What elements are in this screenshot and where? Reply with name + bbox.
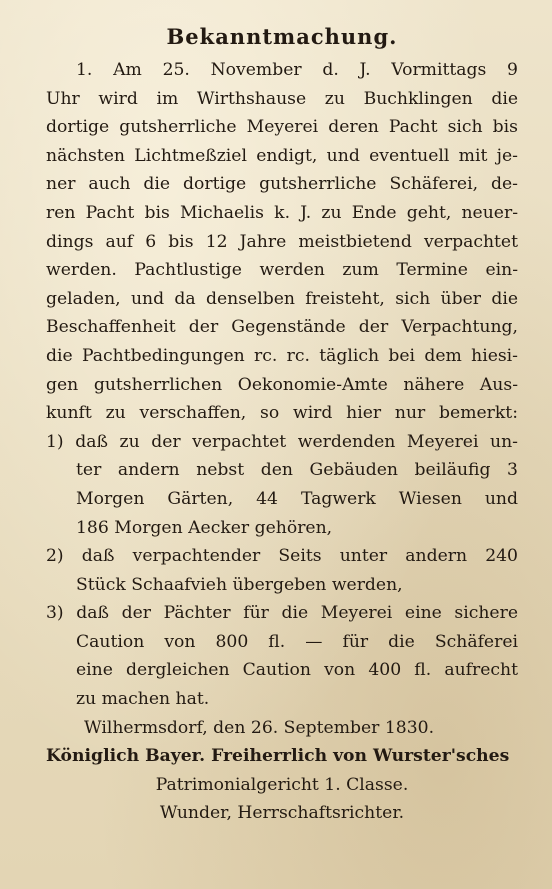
- signature-court: Königlich Bayer. Freiherrlich von Wurster'sches: [46, 746, 510, 767]
- signature-class: Patrimonialgericht 1. Classe.: [155, 774, 409, 795]
- condition-item-1: [46, 428, 518, 542]
- condition-line: Stück Schaafvieh übergeben werden,: [76, 574, 403, 595]
- condition-item-3: [46, 599, 518, 713]
- body-line: dortige gutsherrliche Meyerei deren Pacht sich bis: [46, 117, 518, 138]
- place-date: Wilhermsdorf, den 26. September 1830.: [84, 717, 435, 738]
- condition-item-2: [46, 542, 518, 599]
- body-line: kunft zu verschaffen, so wird hier nur bemerkt:: [46, 403, 518, 424]
- body-line: geladen, und da denselben freisteht, sich über die: [46, 288, 518, 309]
- body-line: nächsten Lichtmeßziel endigt, und eventuell mit je-: [46, 145, 518, 166]
- body-line: werden. Pachtlustige werden zum Termine ein-: [46, 260, 518, 281]
- condition-line: 186 Morgen Aecker gehören,: [76, 517, 333, 538]
- condition-line: ter andern nebst den Gebäuden beiläufig 3: [76, 460, 518, 481]
- condition-line: eine dergleichen Caution von 400 fl. aufrecht: [76, 660, 518, 681]
- body-line: ren Pacht bis Michaelis k. J. zu Ende geht, neuer-: [46, 202, 518, 223]
- condition-line: 3) daß der Pächter für die Meyerei eine sichere: [46, 603, 518, 624]
- body-line: gen gutsherrlichen Oekonomie-Amte nähere Aus-: [46, 374, 518, 395]
- body-line: ner auch die dortige gutsherrliche Schäferei, de-: [46, 174, 518, 195]
- notice-title: Bekanntmachung.: [166, 24, 398, 49]
- conditions-list: [46, 428, 518, 714]
- condition-line: Caution von 800 fl. — für die Schäferei: [76, 631, 518, 652]
- condition-line: zu machen hat.: [76, 689, 210, 710]
- body-line: Uhr wird im Wirthshause zu Buchklingen die: [46, 88, 518, 109]
- condition-line: 2) daß verpachtender Seits unter andern 240: [46, 546, 518, 567]
- body-line: dings auf 6 bis 12 Jahre meistbietend verpachtet: [46, 231, 518, 252]
- notice-body: [46, 56, 518, 428]
- body-line: 1. Am 25. November d. J. Vormittags 9: [76, 60, 518, 80]
- signature-judge: Wunder, Herrschaftsrichter.: [159, 803, 405, 824]
- body-line: Beschaffenheit der Gegenstände der Verpachtung,: [46, 317, 518, 338]
- condition-line: Morgen Gärten, 44 Tagwerk Wiesen und: [76, 488, 518, 509]
- condition-line: 1) daß zu der verpachtet werdenden Meyerei un-: [46, 431, 518, 452]
- signature-block: [46, 742, 518, 828]
- body-line: die Pachtbedingungen rc. rc. täglich bei dem hiesi-: [46, 345, 518, 366]
